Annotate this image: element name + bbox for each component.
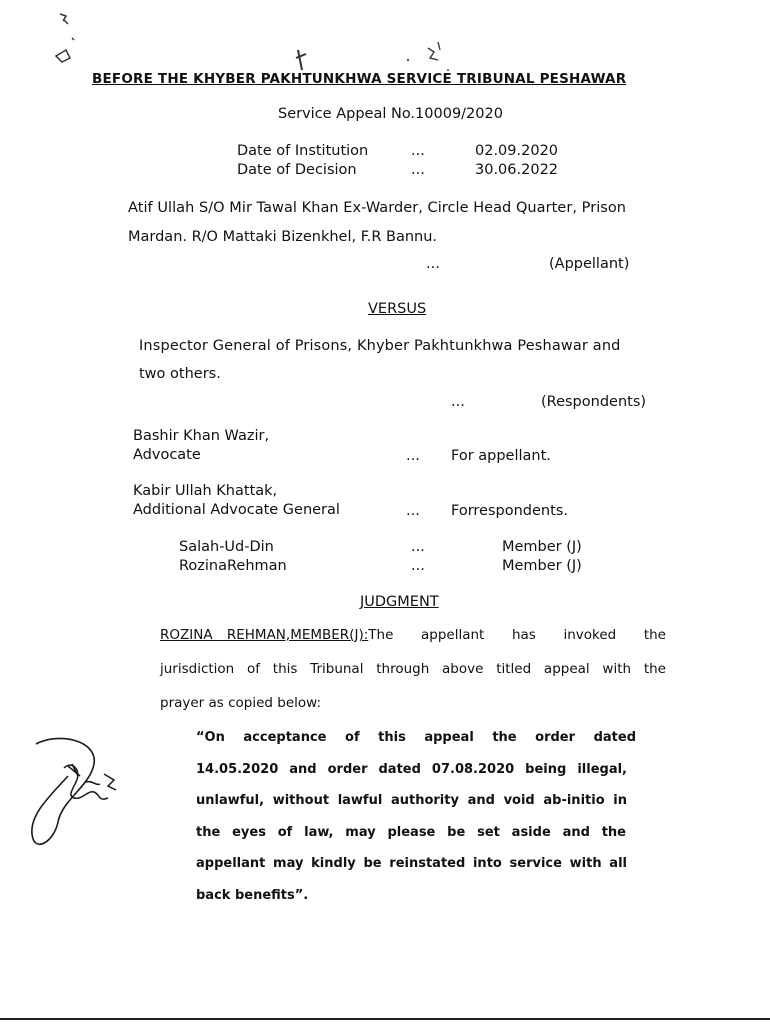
page-title: BEFORE THE KHYBER PAKHTUNKHWA SERVICE TRIBUNAL PESHAWAR [92, 71, 627, 87]
counsel-appellant-for: For appellant. [451, 448, 551, 464]
respondents-line-1: Inspector General of Prisons, Khyber Pakhtunkhwa Peshawar and [139, 338, 621, 354]
date-institution-sep: ... [411, 143, 425, 159]
member-1-name: Salah-Ud-Din [179, 539, 274, 555]
appeal-number: Service Appeal No.10009/2020 [278, 106, 503, 122]
counsel-respondents-title: Additional Advocate General [133, 502, 340, 518]
prayer-line: appellant may kindly be reinstated into service with all [196, 856, 627, 871]
judgment-paragraph [160, 618, 666, 720]
respondents-sep: ... [451, 394, 465, 410]
judgment-author: ROZINA REHMAN,MEMBER(J): [160, 627, 369, 643]
member-2-role: Member (J) [502, 558, 582, 574]
judgment-line: jurisdiction of this Tribunal through above titled appeal with the [160, 661, 666, 677]
counsel-respondents-name: Kabir Ullah Khattak, [133, 483, 278, 499]
member-1-role: Member (J) [502, 539, 582, 555]
respondents-role: (Respondents) [541, 394, 647, 410]
judgment-line: The appellant has invoked the [368, 627, 666, 643]
judgment-line: prayer as copied below: [160, 695, 322, 711]
appellant-line-2: Mardan. R/O Mattaki Bizenkhel, F.R Bannu. [128, 229, 438, 245]
counsel-respondents-for: Forrespondents. [451, 503, 568, 519]
signature-icon [28, 730, 138, 860]
prayer-line: 14.05.2020 and order dated 07.08.2020 being illegal, [196, 761, 627, 777]
prayer-line: the eyes of law, may please be set aside and the [196, 824, 626, 840]
date-decision-label: Date of Decision [237, 162, 357, 178]
prayer-line: back benefits”. [196, 887, 309, 903]
counsel-appellant-sep: ... [406, 448, 420, 464]
member-1-sep: ... [411, 539, 425, 555]
date-decision-sep: ... [411, 162, 425, 178]
appellant-sep: ... [426, 256, 440, 272]
judgment-heading: JUDGMENT [360, 594, 439, 610]
versus-heading: VERSUS [368, 301, 427, 317]
appellant-line-1: Atif Ullah S/O Mir Tawal Khan Ex-Warder, Circle Head Quarter, Prison [128, 200, 627, 216]
stamp-mark-icon [52, 8, 92, 78]
counsel-respondents-sep: ... [406, 503, 420, 519]
counsel-appellant-name: Bashir Khan Wazir, [133, 428, 270, 444]
prayer-line: unlawful, without lawful authority and void ab-initio in [196, 793, 627, 808]
member-2-name: RozinaRehman [179, 558, 287, 574]
prayer-line: “On acceptance of this appeal the order dated [196, 730, 636, 745]
respondents-line-2: two others. [139, 366, 221, 382]
member-2-sep: ... [411, 558, 425, 574]
page-edge-line [0, 1018, 770, 1020]
date-decision-value: 30.06.2022 [475, 162, 559, 178]
date-institution-value: 02.09.2020 [475, 143, 559, 159]
appellant-role: (Appellant) [549, 256, 630, 272]
date-institution-label: Date of Institution [237, 143, 369, 159]
counsel-appellant-title: Advocate [133, 447, 201, 463]
prayer-quote [196, 722, 636, 911]
